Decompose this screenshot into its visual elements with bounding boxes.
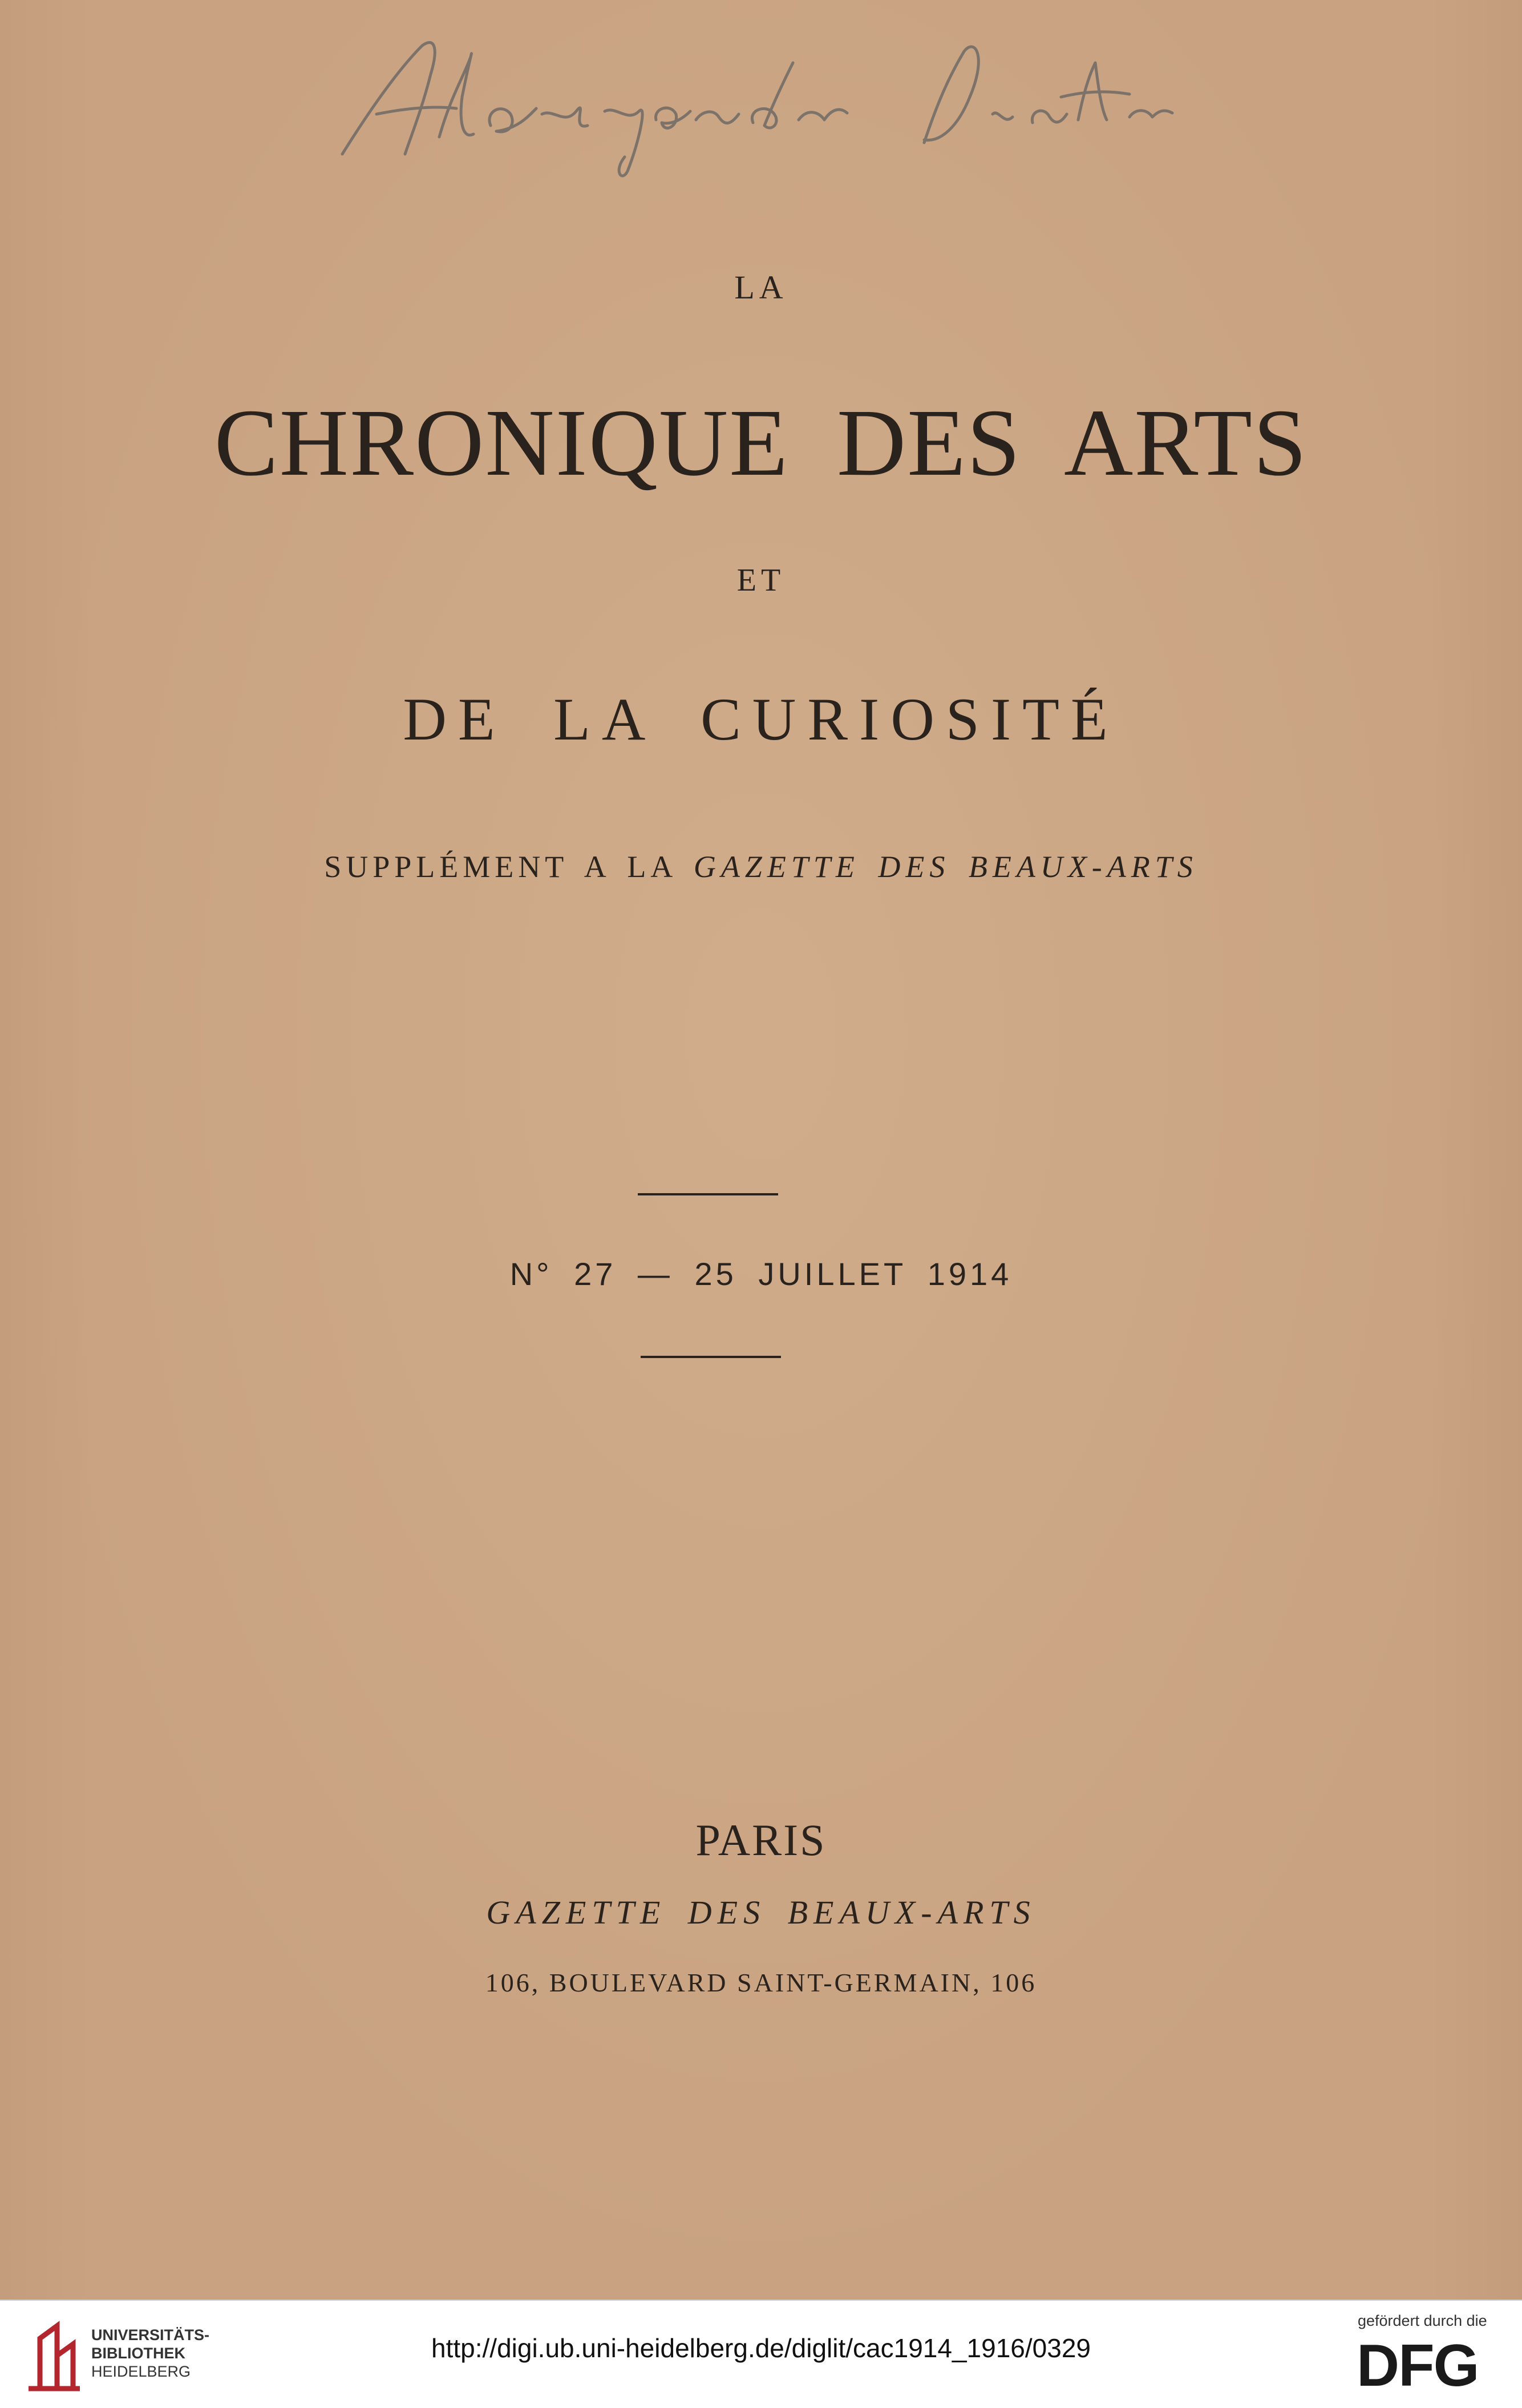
supplement-line: [0, 849, 1522, 884]
imprint-city: PARIS: [695, 1815, 827, 1865]
title-article: LA: [734, 269, 788, 306]
dfg-logo-icon: DFG: [1357, 2333, 1479, 2399]
library-name-line3: HEIDELBERG: [91, 2363, 191, 2380]
divider-top: [638, 1193, 778, 1195]
supplement-prefix: SUPPLÉMENT A LA: [324, 850, 676, 884]
divider-bottom: [641, 1356, 781, 1358]
imprint-address: 106, BOULEVARD SAINT-GERMAIN, 106: [485, 1968, 1037, 1997]
library-name-line1: UNIVERSITÄTS-: [91, 2326, 210, 2344]
library-name-line2: BIBLIOTHEK: [91, 2345, 185, 2362]
supplement-title: GAZETTE DES BEAUX-ARTS: [693, 850, 1198, 884]
issue-number-date: N° 27 — 25 JUILLET 1914: [509, 1256, 1013, 1292]
footer-bar: [0, 2300, 1522, 2408]
imprint-publisher: GAZETTE DES BEAUX-ARTS: [486, 1894, 1036, 1931]
permalink-url[interactable]: http://digi.ub.uni-heidelberg.de/diglit/cac1914_1916/0329: [431, 2333, 1091, 2363]
handwritten-signature: [319, 11, 1255, 194]
main-title: CHRONIQUE DES ARTS: [214, 390, 1308, 496]
subtitle: DE LA CURIOSITÉ: [403, 686, 1119, 753]
title-conjunction: ET: [736, 563, 786, 598]
funding-label: gefördert durch die: [1358, 2312, 1487, 2329]
